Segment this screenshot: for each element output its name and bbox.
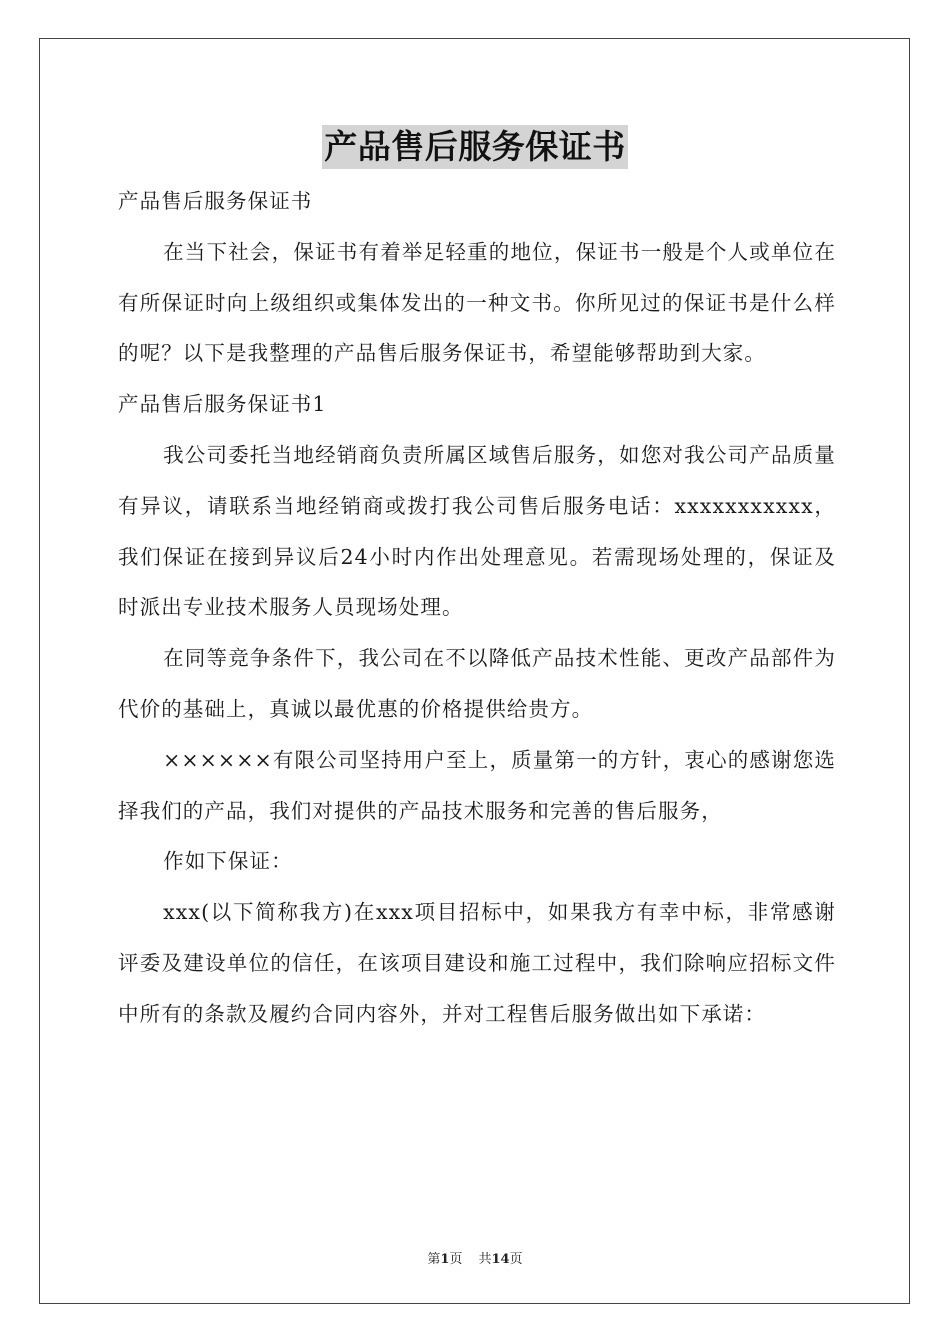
- subtitle-paragraph: 产品售后服务保证书: [118, 189, 313, 213]
- document-body: [118, 176, 836, 1040]
- intro-paragraph: 在当下社会，保证书有着举足轻重的地位，保证书一般是个人或单位在有所保证时向上级组织或集体发出的一种文书。你所见过的保证书是什么样的呢？以下是我整理的产品售后服务保证书，希望能够帮助到大家。: [118, 239, 836, 366]
- body-paragraph: 作如下保证：: [163, 849, 293, 874]
- page-suffix: 页: [449, 1252, 463, 1267]
- page-footer: [0, 1248, 950, 1267]
- body-paragraph: 我公司委托当地经销商负责所属区域售后服务，如您对我公司产品质量有异议，请联系当地经销商或拨打我公司售后服务电话：xxxxxxxxxxx，我们保证在接到异议后24小时内作出处理意见。若需现场处理的，保证及时派出专业技术服务人员现场处理。: [118, 442, 836, 620]
- body-paragraph: 在同等竞争条件下，我公司在不以降低产品技术性能、更改产品部件为代价的基础上，真诚以最优惠的价格提供给贵方。: [118, 646, 836, 721]
- title-wrap: [0, 125, 950, 169]
- section-heading: 产品售后服务保证书1: [118, 392, 327, 417]
- total-page-number: 14: [491, 1252, 510, 1267]
- total-prefix: 共: [478, 1252, 492, 1267]
- current-page-number: 1: [440, 1252, 450, 1267]
- body-paragraph: xxx(以下简称我方)在xxx项目招标中，如果我方有幸中标，非常感谢评委及建设单位的信任，在该项目建设和施工过程中，我们除响应招标文件中所有的条款及履约合同内容外，并对工程售后服务做出如下承诺：: [118, 900, 836, 1026]
- document-title: 产品售后服务保证书: [322, 125, 628, 169]
- total-suffix: 页: [509, 1252, 523, 1267]
- body-paragraph: ××××××有限公司坚持用户至上，质量第一的方针，衷心的感谢您选择我们的产品，我们对提供的产品技术服务和完善的售后服务，: [118, 747, 836, 823]
- page-prefix: 第: [427, 1252, 441, 1267]
